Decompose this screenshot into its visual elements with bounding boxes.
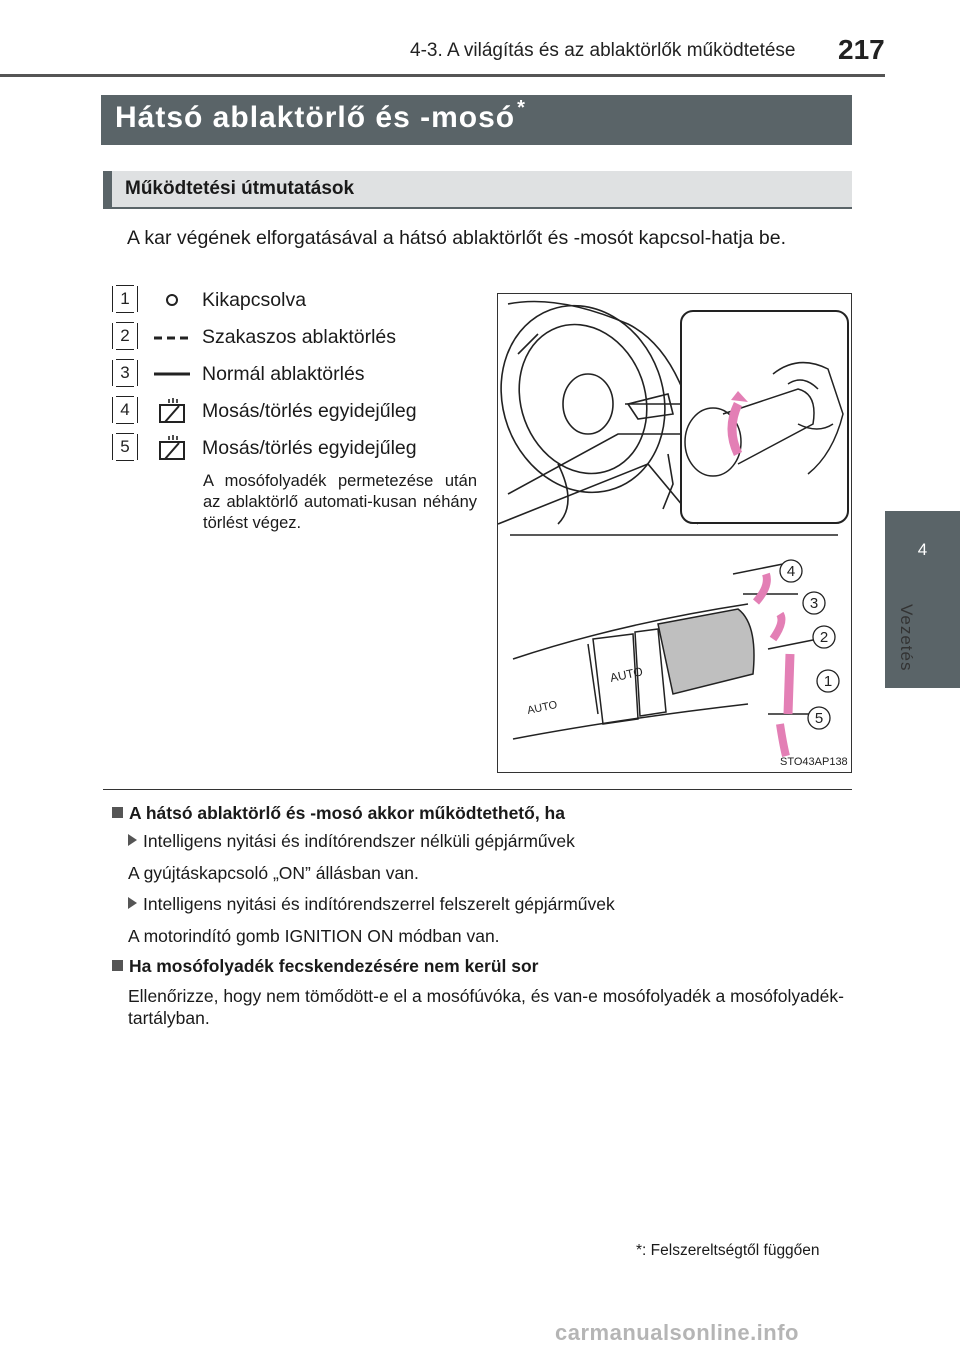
chapter-label: Vezetés [897, 604, 916, 672]
dashed-line-icon [152, 323, 192, 351]
circle-off-icon [152, 286, 192, 314]
section-title: 4-3. A világítás és az ablaktörlők működtetése [410, 40, 796, 61]
chapter-number: 4 [917, 540, 928, 559]
note-condition [128, 831, 575, 852]
intro-paragraph: A kar végének elforgatásával a hátsó ablaktörlőt és -mosót kapcsol-hatja be. [127, 227, 787, 249]
lever-drawing [513, 564, 823, 739]
watermark: carmanualsonline.info [555, 1320, 799, 1345]
zoom-inset [681, 311, 848, 523]
square-bullet-icon [112, 960, 123, 971]
note-text: A gyújtáskapcsoló „ON” állásban van. [128, 863, 419, 883]
rear-washer-icon [152, 434, 192, 462]
wiper-lever-illustration [497, 293, 852, 773]
rear-washer-icon [152, 397, 192, 425]
note-condition-text: Intelligens nyitási és indítórendszerrel felszerelt gépjárművek [143, 894, 615, 914]
mode-number: 3 [112, 360, 138, 386]
note-heading [112, 803, 565, 824]
mode-label: Szakaszos ablaktörlés [202, 326, 397, 348]
square-bullet-icon [112, 807, 123, 818]
illustration-drawing [498, 294, 851, 772]
header-rule [0, 74, 885, 77]
figure-code: STO43AP138 [780, 756, 848, 768]
note-condition-text: Intelligens nyitási és indítórendszer nélküli gépjárművek [143, 831, 575, 851]
mode-note: A mosófolyadék permetezése után az ablaktörlő automati-kusan néhány törlést végez. [203, 472, 477, 532]
subtitle-underline [103, 207, 852, 209]
mode-label: Mosás/törlés egyidejűleg [202, 437, 417, 459]
note-heading [112, 956, 539, 977]
triangle-bullet-icon [128, 897, 137, 909]
note-heading-text: Ha mosófolyadék fecskendezésére nem kerül sor [129, 956, 539, 976]
steering-wheel-drawing [498, 294, 698, 524]
mode-number: 1 [112, 286, 138, 312]
callout-number: 4 [786, 563, 796, 580]
section-divider [103, 789, 852, 790]
footnote [636, 1242, 820, 1260]
solid-line-icon [152, 360, 192, 388]
mode-number: 4 [112, 397, 138, 423]
mode-label: Mosás/törlés egyidejűleg [202, 400, 417, 422]
subtitle-accent [103, 171, 112, 207]
note-text: Ellenőrizze, hogy nem tömődött-e el a mosófúvóka, és van-e mosófolyadék a mosófolyadék-tartályban. [128, 986, 844, 1028]
callout-number: 5 [814, 710, 824, 727]
note-condition [128, 894, 615, 915]
triangle-bullet-icon [128, 834, 137, 846]
lever-auto-label-1: AUTO [608, 664, 645, 685]
callout-number: 1 [823, 673, 833, 690]
title-asterisk: * [517, 97, 526, 119]
note-text: A motorindító gomb IGNITION ON módban van. [128, 926, 500, 946]
page-title-text: Hátsó ablaktörlő és -mosó [115, 101, 516, 134]
mode-number: 5 [112, 434, 138, 460]
subtitle: Működtetési útmutatások [125, 178, 355, 199]
lever-auto-label-2: AUTO [526, 698, 559, 717]
note-heading-text: A hátsó ablaktörlő és -mosó akkor működtethető, ha [129, 803, 565, 823]
mode-number: 2 [112, 323, 138, 349]
mode-label: Kikapcsolva [202, 289, 307, 311]
callout-number: 2 [819, 629, 829, 646]
footnote-asterisk: * [636, 1242, 643, 1259]
callout-number: 3 [809, 595, 819, 612]
page-number: 217 [838, 34, 885, 65]
footnote-text: : Felszereltségtől függően [642, 1242, 820, 1259]
page-title [115, 97, 526, 135]
mode-label: Normál ablaktörlés [202, 363, 365, 385]
